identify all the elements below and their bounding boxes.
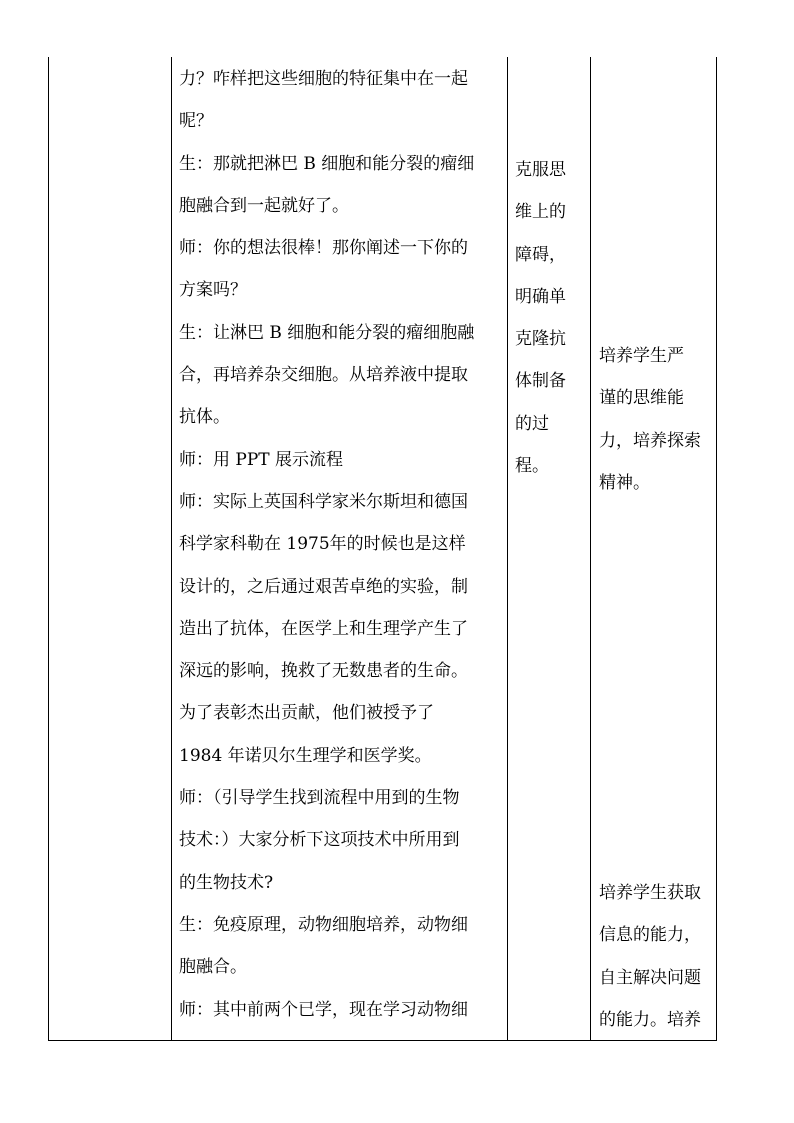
text-line: 科学家科勒在 1975年的时候也是这样 (179, 534, 466, 555)
text-line: 维上的 (515, 202, 566, 223)
text-line: 障碍， (515, 244, 566, 265)
text-line: 力？咋样把这些细胞的特征集中在一起 (179, 69, 468, 89)
text-line: 明确单 (515, 286, 566, 307)
teaching-process-cell (179, 58, 499, 1031)
literacy-goal-cell-b (599, 872, 714, 1041)
text-line: 技术：）大家分析下这项技术中所用到 (179, 830, 460, 851)
table-border-right (716, 57, 717, 1040)
text-line: 胞融合到一起就好了。 (179, 195, 349, 216)
text-line: 设计的，之后通过艰苦卓绝的实验，制 (179, 576, 468, 597)
text-line: 抗体。 (179, 407, 230, 428)
text-line: 信息的能力， (599, 925, 701, 946)
design-intent-cell (515, 149, 581, 487)
text-line: 培养学生获取 (599, 883, 701, 903)
table-divider-2 (507, 57, 508, 1040)
table-divider-3 (590, 57, 591, 1040)
text-line: 的生物技术? (179, 872, 274, 893)
text-line: 1984 年诺贝尔生理学和医学奖。 (179, 745, 432, 766)
text-line: 呢？ (179, 111, 213, 132)
text-line: 精神。 (599, 472, 650, 493)
text-line: 的能力。培养 (599, 1009, 701, 1030)
text-line: 合，再培养杂交细胞。从培养液中提取 (179, 365, 468, 386)
text-line: 胞融合。 (179, 957, 247, 978)
text-line: 师：实际上英国科学家米尔斯坦和德国 (179, 491, 468, 512)
text-line: 师：（引导学生找到流程中用到的生物 (179, 788, 460, 809)
text-line: 师：用 PPT 展示流程 (179, 449, 344, 470)
text-line: 方案吗？ (179, 280, 247, 301)
text-line: 体制备 (515, 371, 566, 392)
text-line: 生：那就把淋巴 B 细胞和能分裂的瘤细 (179, 153, 475, 174)
text-line: 师：其中前两个已学，现在学习动物细 (179, 999, 468, 1020)
text-line: 造出了抗体，在医学上和生理学产生了 (179, 618, 468, 639)
text-line: 克隆抗 (515, 329, 566, 350)
text-line: 师：你的想法很棒！那你阐述一下你的 (179, 238, 468, 259)
text-line: 为了表彰杰出贡献，他们被授予了 (179, 703, 434, 724)
text-line: 谨的思维能 (599, 388, 684, 409)
text-line: 程。 (515, 456, 549, 477)
text-line: 克服思 (515, 160, 566, 180)
text-line: 生：免疫原理，动物细胞培养，动物细 (179, 914, 468, 935)
table-divider-1 (171, 57, 172, 1040)
text-line: 生：让淋巴 B 细胞和能分裂的瘤细胞融 (179, 322, 475, 343)
text-line: 培养学生严 (599, 346, 684, 366)
literacy-goal-cell-a (599, 335, 714, 504)
text-line: 自主解决问题 (599, 967, 701, 988)
table-border-left (48, 57, 49, 1040)
text-line: 力，培养探索 (599, 430, 701, 451)
text-line: 的过 (515, 413, 549, 434)
text-line: 深远的影响，挽救了无数患者的生命。 (179, 661, 468, 682)
